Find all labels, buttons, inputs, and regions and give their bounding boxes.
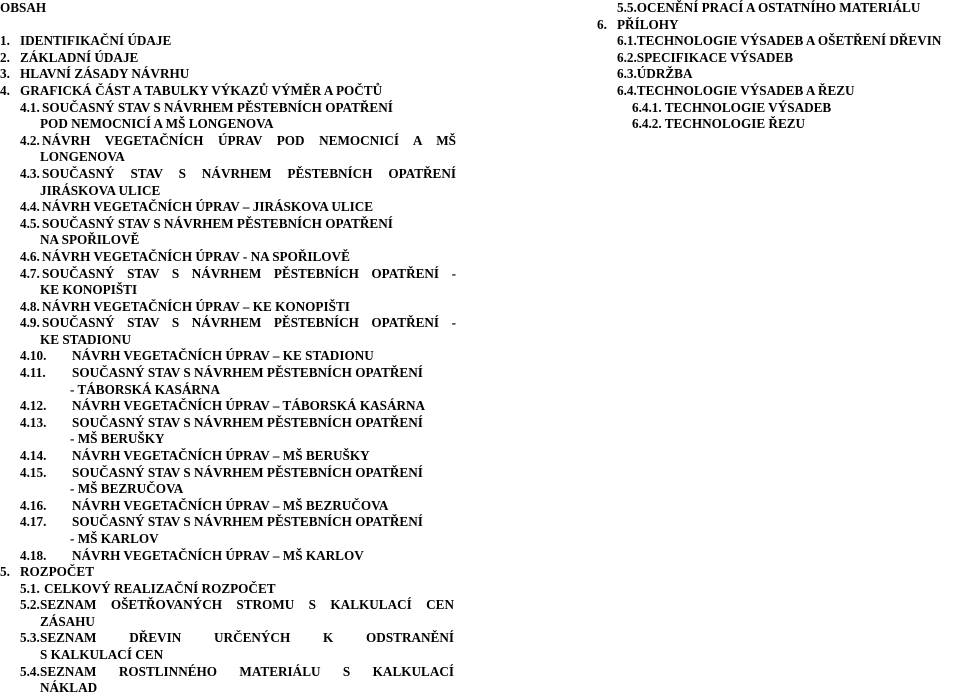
toc-entry-continuation: - MŠ KARLOV [70, 531, 159, 546]
toc-entry [0, 415, 470, 432]
spacer [0, 17, 470, 34]
toc-entry-text: SEZNAM ROSTLINNÉHO MATERIÁLU S KALKULACÍ [40, 663, 454, 679]
toc-entry-number: 4.16. [20, 497, 47, 513]
toc-entry [0, 448, 470, 465]
toc-entry-text: SOUČASNÝ STAV S NÁVRHEM PĚSTEBNÍCH OPATŘENÍ [42, 165, 456, 181]
toc-entry [0, 548, 470, 565]
toc-entry [0, 199, 470, 216]
toc-entry-number: 4.13. [20, 414, 47, 430]
toc-entry-number: 4.17. [20, 514, 47, 530]
toc-entry-text: NÁVRH VEGETAČNÍCH ÚPRAV – KE STADIONU [72, 348, 374, 364]
toc-entry-text: HLAVNÍ ZÁSADY NÁVRHU [20, 66, 190, 82]
toc-entry-number: 4.10. [20, 348, 47, 364]
toc-right-list [597, 0, 960, 133]
toc-entry [0, 514, 470, 531]
toc-entry [0, 83, 470, 100]
toc-entry-number: 1. [0, 33, 10, 49]
toc-left-list [0, 33, 470, 564]
toc-title: OBSAH [0, 0, 47, 15]
toc-entry [0, 581, 470, 598]
toc-entry-continuation: LONGENOVA [40, 149, 125, 165]
toc-entry: 6.4.1. TECHNOLOGIE VÝSADEB [632, 99, 832, 115]
toc-entry: 6.2.SPECIFIKACE VÝSADEB [617, 49, 793, 65]
toc-entry-text: IDENTIFIKAČNÍ ÚDAJE [20, 33, 172, 49]
toc-entry-continuation: KE KONOPIŠTI [40, 282, 138, 298]
toc-entry-number: 4.11. [20, 365, 46, 381]
toc-entry [0, 66, 470, 83]
toc-entry-number: 4.5. [20, 215, 40, 231]
toc-entry [597, 17, 960, 34]
toc-entry [0, 664, 470, 681]
toc-entry-text: PŘÍLOHY [617, 16, 679, 32]
toc-entry: 6.1.TECHNOLOGIE VÝSADEB A OŠETŘENÍ DŘEVIN [617, 33, 942, 49]
toc-entry [0, 348, 470, 365]
toc-entry-number: 5.2. [20, 597, 40, 613]
toc-entry [0, 630, 470, 647]
toc-entry [0, 50, 470, 67]
toc-entry-text: NÁVRH VEGETAČNÍCH ÚPRAV – MŠ BERUŠKY [72, 448, 370, 464]
toc-entry-continuation: S KALKULACÍ CEN [40, 646, 164, 662]
toc-entry [0, 564, 470, 581]
toc-entry-number: 4.12. [20, 398, 47, 414]
toc-entry [0, 133, 470, 150]
toc-entry-text: SOUČASNÝ STAV S NÁVRHEM PĚSTEBNÍCH OPATŘENÍ [72, 365, 423, 381]
toc-entry [0, 216, 470, 233]
toc-entry: 5.5.OCENĚNÍ PRACÍ A OSTATNÍHO MATERIÁLU [617, 0, 921, 15]
toc-entry-continuation: JIRÁSKOVA ULICE [40, 182, 161, 198]
toc-entry-text: ROZPOČET [20, 564, 95, 579]
toc-entry-continuation: POD NEMOCNICÍ A MŠ LONGENOVA [40, 116, 274, 132]
toc-entry-text: NÁVRH VEGETAČNÍCH ÚPRAV – MŠ KARLOV [72, 547, 364, 563]
toc-entry-continuation: NA SPOŘILOVĚ [40, 232, 140, 248]
toc-entry [0, 166, 470, 183]
toc-entry-number: 4.7. [20, 265, 40, 281]
toc-entry-number: 3. [0, 66, 10, 82]
toc-entry [0, 498, 470, 515]
toc-entry-text: NÁVRH VEGETAČNÍCH ÚPRAV – TÁBORSKÁ KASÁRNA [72, 398, 426, 414]
toc-entry-text: SEZNAM DŘEVIN URČENÝCH K ODSTRANĚNÍ [40, 630, 454, 646]
toc-entry-continuation: KE STADIONU [40, 331, 131, 347]
toc-entry [0, 249, 470, 266]
toc-entry-text: NÁVRH VEGETAČNÍCH ÚPRAV – MŠ BEZRUČOVA [72, 497, 389, 513]
toc-entry-text: SOUČASNÝ STAV S NÁVRHEM PĚSTEBNÍCH OPATŘENÍ [72, 414, 423, 430]
toc-entry: 6.4.2. TECHNOLOGIE ŘEZU [632, 116, 806, 132]
toc-entry-text: NÁVRH VEGETAČNÍCH ÚPRAV POD NEMOCNICÍ A MŠ [42, 132, 456, 148]
toc-entry-text: SOUČASNÝ STAV S NÁVRHEM PĚSTEBNÍCH OPATŘENÍ - [42, 315, 456, 331]
toc-entry [0, 100, 470, 117]
toc-left-column [0, 0, 470, 564]
toc-entry-continuation: - MŠ BEZRUČOVA [70, 481, 184, 497]
toc-entry [0, 315, 470, 332]
toc-entry-text: ZÁKLADNÍ ÚDAJE [20, 49, 139, 65]
toc-entry-number: 4. [0, 82, 10, 98]
toc-entry-continuation: NÁKLAD [40, 680, 98, 696]
toc-right-column [597, 0, 960, 133]
toc-entry-text: NÁVRH VEGETAČNÍCH ÚPRAV – JIRÁSKOVA ULICE [42, 199, 374, 215]
toc-bottom-section [0, 564, 470, 697]
toc-entry-number: 5.3. [20, 630, 40, 646]
toc-entry-continuation: - MŠ BERUŠKY [70, 431, 165, 447]
toc-entry [0, 33, 470, 50]
toc-entry [0, 266, 470, 283]
toc-entry-number: 4.2. [20, 132, 40, 148]
toc-entry-text: NÁVRH VEGETAČNÍCH ÚPRAV – KE KONOPIŠTI [42, 298, 350, 314]
toc-entry-number: 4.14. [20, 448, 47, 464]
toc-entry [0, 365, 470, 382]
toc-entry-number: 2. [0, 49, 10, 65]
toc-entry-continuation: ZÁSAHU [40, 613, 95, 629]
toc-entry-number: 4.4. [20, 199, 40, 215]
toc-entry-number: 4.3. [20, 165, 40, 181]
toc-entry-number: 4.9. [20, 315, 40, 331]
toc-entry-text: CELKOVÝ REALIZAČNÍ ROZPOČET [44, 580, 276, 596]
toc-entry-text: SOUČASNÝ STAV S NÁVRHEM PĚSTEBNÍCH OPATŘENÍ - [42, 265, 456, 281]
toc-entry-text: GRAFICKÁ ČÁST A TABULKY VÝKAZŮ VÝMĚR A POČTŮ [20, 82, 383, 98]
toc-bottom-list [0, 564, 470, 697]
toc-entry-number: 4.6. [20, 248, 40, 264]
toc-entry-text: NÁVRH VEGETAČNÍCH ÚPRAV - NA SPOŘILOVĚ [42, 248, 350, 264]
toc-entry-text: SOUČASNÝ STAV S NÁVRHEM PĚSTEBNÍCH OPATŘENÍ [42, 215, 393, 231]
toc-entry-number: 6. [597, 16, 607, 32]
toc-entry-number: 4.8. [20, 298, 40, 314]
toc-entry [0, 299, 470, 316]
toc-entry-number: 5.4. [20, 663, 40, 679]
toc-entry [0, 398, 470, 415]
toc-entry-number: 5. [0, 564, 10, 579]
toc-entry [0, 465, 470, 482]
toc-entry-text: SEZNAM OŠETŘOVANÝCH STROMU S KALKULACÍ CEN [40, 597, 454, 613]
toc-entry-number: 4.1. [20, 99, 40, 115]
toc-entry [0, 597, 470, 614]
toc-entry-text: SOUČASNÝ STAV S NÁVRHEM PĚSTEBNÍCH OPATŘENÍ [42, 99, 393, 115]
toc-entry: 6.4.TECHNOLOGIE VÝSADEB A ŘEZU [617, 82, 855, 98]
toc-entry-number: 5.1. [20, 580, 40, 596]
toc-entry-text: SOUČASNÝ STAV S NÁVRHEM PĚSTEBNÍCH OPATŘENÍ [72, 464, 423, 480]
toc-entry-text: SOUČASNÝ STAV S NÁVRHEM PĚSTEBNÍCH OPATŘENÍ [72, 514, 423, 530]
toc-entry-continuation: - TÁBORSKÁ KASÁRNA [70, 381, 220, 397]
toc-entry: 6.3.ÚDRŽBA [617, 66, 693, 82]
toc-entry-number: 4.15. [20, 464, 47, 480]
toc-entry-number: 4.18. [20, 547, 47, 563]
